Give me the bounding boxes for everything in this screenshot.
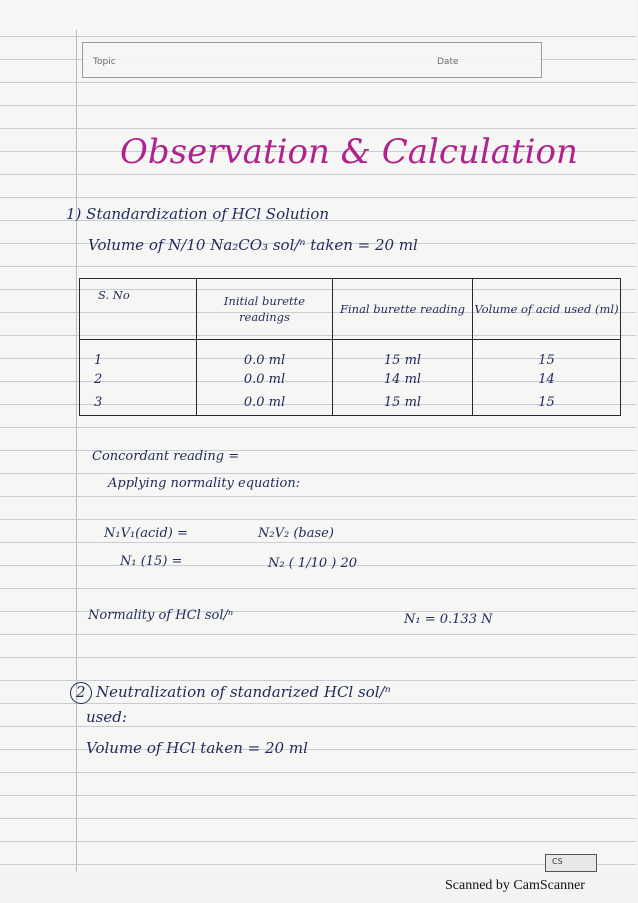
- table-row: [80, 368, 621, 392]
- equation-left-2: N₁ (15) =: [120, 554, 183, 569]
- cell-volume: 14: [473, 368, 621, 392]
- applying-equation: Applying normality equation:: [108, 476, 301, 491]
- header-volume: Volume of acid used (ml): [473, 279, 621, 340]
- camscanner-logo: [545, 854, 597, 872]
- margin-line: [76, 30, 77, 872]
- header-final: Final burette reading: [333, 279, 473, 340]
- cell-initial: 0.0 ml: [197, 340, 333, 368]
- cell-volume: 15: [473, 392, 621, 416]
- cell-sno: 1: [80, 340, 197, 368]
- header-initial: Initial burette readings: [197, 279, 333, 340]
- cell-sno: 2: [80, 368, 197, 392]
- cell-final: 14 ml: [333, 368, 473, 392]
- observation-table: [79, 278, 621, 416]
- page-title: Observation & Calculation: [120, 132, 578, 172]
- equation-right-1: N₂V₂ (base): [258, 526, 334, 541]
- date-label: Date: [437, 57, 459, 67]
- equation-left-1: N₁V₁(acid) =: [104, 526, 188, 541]
- table-row: [80, 392, 621, 416]
- equation-right-2: N₂ ( 1/10 ) 20: [268, 556, 357, 571]
- topic-label: Topic: [93, 57, 116, 67]
- concordant-reading: Concordant reading =: [92, 449, 240, 464]
- table-row: [80, 340, 621, 368]
- header-sno: S. No: [80, 279, 197, 340]
- section2-number: 2: [76, 683, 86, 701]
- cell-final: 15 ml: [333, 392, 473, 416]
- section2-volume: Volume of HCl taken = 20 ml: [86, 739, 308, 757]
- cell-final: 15 ml: [333, 340, 473, 368]
- normality-label: Normality of HCl sol/ⁿ: [88, 608, 234, 623]
- cell-initial: 0.0 ml: [197, 392, 333, 416]
- table-header-row: [80, 279, 621, 340]
- section2-heading-cont: used:: [86, 708, 127, 726]
- cell-initial: 0.0 ml: [197, 368, 333, 392]
- section1-heading: 1) Standardization of HCl Solution: [66, 205, 330, 223]
- cell-sno: 3: [80, 392, 197, 416]
- logo-text: CS: [552, 857, 563, 866]
- section1-volume: Volume of N/10 Na₂CO₃ sol/ⁿ taken = 20 ml: [88, 236, 418, 254]
- cell-volume: 15: [473, 340, 621, 368]
- normality-value: N₁ = 0.133 N: [404, 612, 493, 627]
- scanned-by-footer: Scanned by CamScanner: [445, 878, 585, 893]
- section2-heading: Neutralization of standarized HCl sol/ⁿ: [96, 683, 391, 701]
- header-box: [82, 42, 542, 78]
